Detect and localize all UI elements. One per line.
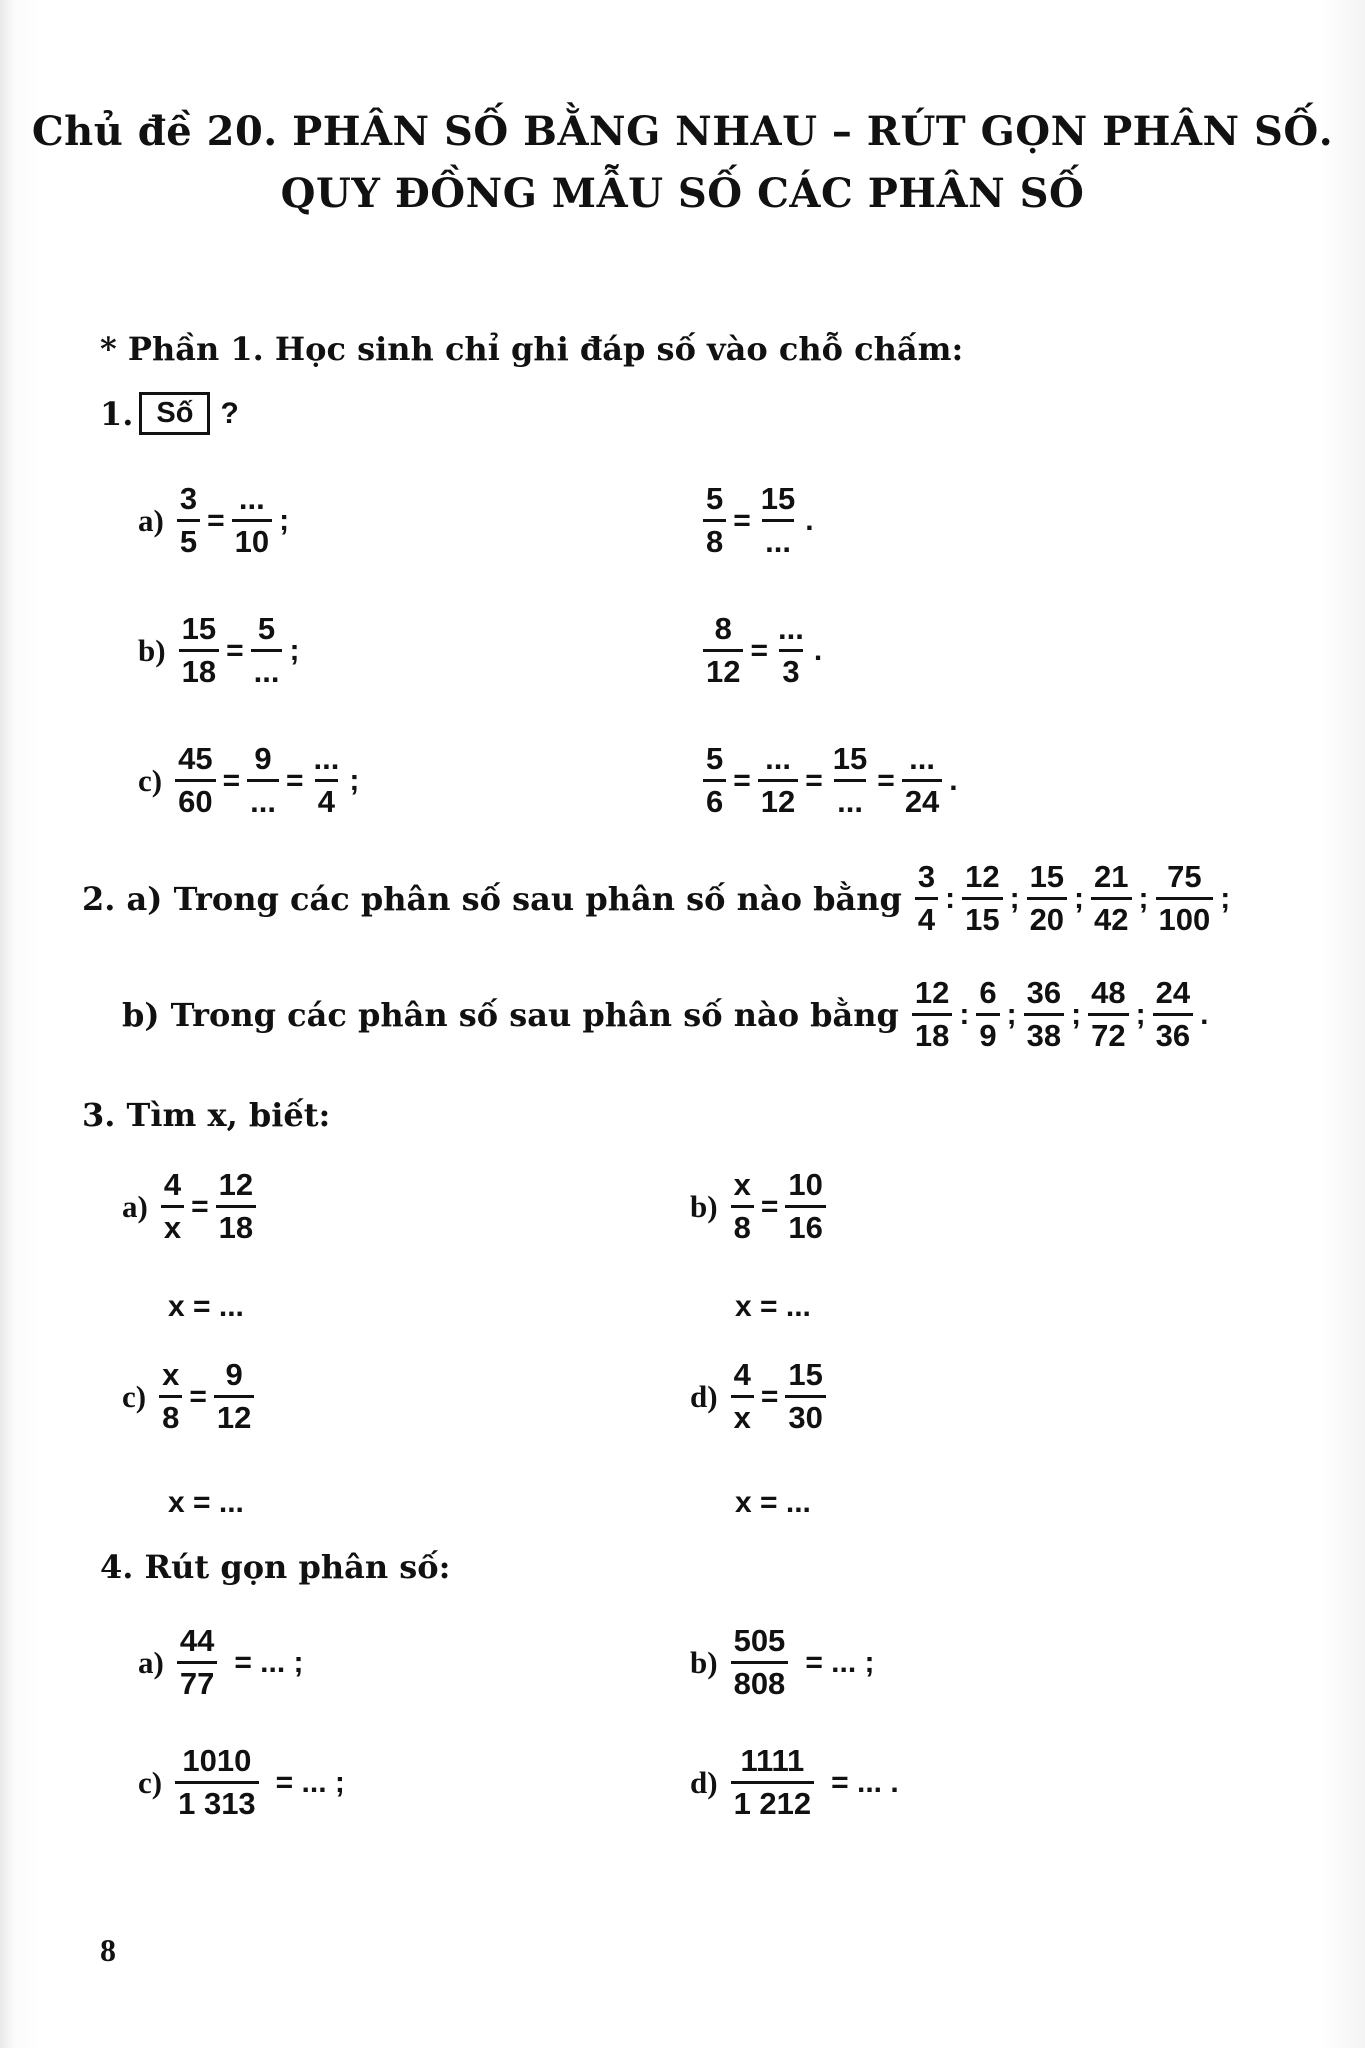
q2-a-row xyxy=(82,860,1234,937)
denominator: x xyxy=(161,1205,184,1245)
fraction xyxy=(731,1358,754,1435)
q3-a-answer: x = ... xyxy=(168,1290,244,1323)
denominator: 808 xyxy=(731,1661,789,1701)
q1-a-label: a) xyxy=(138,502,164,538)
math-operator: = xyxy=(733,503,751,537)
math-operator: = xyxy=(285,763,304,797)
q3-b-label: b) xyxy=(690,1188,718,1224)
denominator: 18 xyxy=(912,1013,952,1053)
denominator: 5 xyxy=(177,519,200,559)
denominator: ... xyxy=(251,649,283,689)
q4-a xyxy=(138,1624,304,1701)
numerator: 15 xyxy=(832,741,868,776)
math-operator: . xyxy=(813,633,823,667)
q1-c-right xyxy=(700,742,962,819)
q2-b-text: b) Trong các phân số sau phân số nào bằng xyxy=(122,995,899,1034)
math-operator: ; xyxy=(279,503,290,537)
q3-d-label: d) xyxy=(690,1378,718,1414)
q4-d-label: d) xyxy=(690,1764,718,1800)
q3-d xyxy=(690,1358,829,1435)
fraction xyxy=(1088,976,1128,1053)
numerator: 15 xyxy=(788,1357,823,1392)
q2-b-row xyxy=(122,976,1212,1053)
q1-heading xyxy=(100,392,239,435)
numerator: 12 xyxy=(218,1167,254,1202)
denominator: 15 xyxy=(962,897,1002,937)
denominator: ... xyxy=(834,779,866,819)
denominator: 1 313 xyxy=(175,1781,259,1821)
numerator: 75 xyxy=(1167,859,1202,894)
q1-c-label: c) xyxy=(138,762,163,798)
numerator: 1111 xyxy=(740,1743,805,1778)
numerator: 4 xyxy=(733,1357,751,1392)
math-operator: ; xyxy=(1071,997,1082,1031)
math-operator: = xyxy=(750,633,769,667)
math-operator: . xyxy=(949,763,958,797)
numerator: 10 xyxy=(788,1167,823,1202)
numerator: x xyxy=(733,1167,751,1202)
denominator: 3 xyxy=(779,649,802,689)
numerator: 24 xyxy=(1155,975,1191,1010)
q1-b-label: b) xyxy=(138,632,166,668)
math-operator: : xyxy=(945,881,956,915)
numerator: 15 xyxy=(1029,859,1065,894)
denominator: 20 xyxy=(1027,897,1067,937)
math-operator: ; xyxy=(289,633,300,667)
math-operator: ; xyxy=(1220,881,1231,915)
math-operator: ; xyxy=(1138,881,1149,915)
q4-d-tail: = ... . xyxy=(831,1765,899,1799)
denominator: 12 xyxy=(758,779,798,819)
numerator: 45 xyxy=(178,741,213,776)
numerator: 9 xyxy=(225,1357,243,1392)
numerator: 5 xyxy=(257,611,276,646)
math-operator: = xyxy=(191,1189,209,1223)
math-operator: : xyxy=(959,997,970,1031)
numerator: 9 xyxy=(254,741,272,776)
fraction xyxy=(310,742,342,819)
math-operator: ; xyxy=(349,763,360,797)
fraction xyxy=(731,1624,789,1701)
denominator: 1 212 xyxy=(731,1781,815,1821)
numerator: 4 xyxy=(163,1167,182,1202)
q4-a-tail: = ... ; xyxy=(234,1645,304,1679)
q4-b xyxy=(690,1624,875,1701)
numerator: 48 xyxy=(1091,975,1126,1010)
q3-a-label: a) xyxy=(122,1188,148,1224)
fraction xyxy=(758,742,798,819)
q1-c-left xyxy=(138,742,363,819)
fraction xyxy=(976,976,999,1053)
math-operator: ; xyxy=(1006,997,1017,1031)
fraction xyxy=(912,976,952,1053)
fraction xyxy=(703,482,726,559)
math-operator: = xyxy=(207,503,225,537)
numerator: 5 xyxy=(706,481,724,516)
fraction xyxy=(703,612,743,689)
fraction xyxy=(1153,976,1193,1053)
denominator: ... xyxy=(762,519,794,559)
fraction xyxy=(177,482,200,559)
q1-b-left xyxy=(138,612,303,689)
q1-number: 1. xyxy=(100,394,134,433)
q4-c xyxy=(138,1744,345,1821)
denominator: 36 xyxy=(1153,1013,1193,1053)
numerator: ... xyxy=(313,741,340,776)
numerator: 8 xyxy=(714,611,732,646)
fraction xyxy=(1024,976,1064,1053)
q1-b-right xyxy=(700,612,826,689)
numerator: ... xyxy=(238,481,265,516)
title-line-2: QUY ĐỒNG MẪU SỐ CÁC PHÂN SỐ xyxy=(280,170,1085,217)
q3-c xyxy=(122,1358,257,1435)
denominator: 9 xyxy=(976,1013,999,1053)
numerator: 44 xyxy=(179,1623,215,1658)
math-operator: ; xyxy=(1135,997,1146,1031)
q1-box-label: Số xyxy=(139,392,210,435)
q3-d-answer: x = ... xyxy=(735,1486,811,1519)
numerator: 36 xyxy=(1026,975,1062,1010)
numerator: 15 xyxy=(181,611,217,646)
fraction xyxy=(251,612,283,689)
denominator: 77 xyxy=(177,1661,217,1701)
numerator: 12 xyxy=(914,975,950,1010)
math-operator: . xyxy=(1200,997,1209,1031)
fraction xyxy=(1091,860,1131,937)
fraction xyxy=(1156,860,1214,937)
math-operator: = xyxy=(877,763,895,797)
fraction xyxy=(161,1168,184,1245)
fraction xyxy=(731,1168,754,1245)
math-operator: = xyxy=(189,1379,207,1413)
math-operator: = xyxy=(226,633,244,667)
numerator: 5 xyxy=(706,741,724,776)
fraction xyxy=(962,860,1002,937)
fraction xyxy=(785,1168,825,1245)
numerator: 15 xyxy=(760,481,796,516)
denominator: x xyxy=(731,1395,754,1435)
fraction xyxy=(731,1744,815,1821)
fraction xyxy=(232,482,272,559)
denominator: 38 xyxy=(1024,1013,1064,1053)
math-operator: = xyxy=(733,763,751,797)
denominator: 16 xyxy=(785,1205,825,1245)
denominator: 4 xyxy=(915,897,938,937)
math-operator: = xyxy=(760,1379,779,1413)
q2-a-text: 2. a) Trong các phân số sau phân số nào bằng xyxy=(82,879,902,918)
denominator: 8 xyxy=(703,519,726,559)
numerator: 3 xyxy=(179,481,198,516)
denominator: 30 xyxy=(785,1395,825,1435)
fraction xyxy=(1027,860,1067,937)
denominator: 8 xyxy=(159,1395,182,1435)
q1-question-mark: ? xyxy=(220,396,239,430)
q1-a-left xyxy=(138,482,293,559)
denominator: ... xyxy=(247,779,279,819)
q3-b xyxy=(690,1168,829,1245)
fraction xyxy=(703,742,726,819)
denominator: 12 xyxy=(214,1395,254,1435)
numerator: 12 xyxy=(965,859,1000,894)
fraction xyxy=(785,1358,825,1435)
denominator: 42 xyxy=(1091,897,1131,937)
numerator: 3 xyxy=(917,859,936,894)
fraction xyxy=(915,860,938,937)
denominator: 18 xyxy=(179,649,219,689)
denominator: 60 xyxy=(175,779,215,819)
math-operator: = xyxy=(760,1189,779,1223)
denominator: 8 xyxy=(731,1205,754,1245)
fraction xyxy=(775,612,807,689)
q4-b-label: b) xyxy=(690,1644,718,1680)
fraction xyxy=(179,612,219,689)
numerator: 505 xyxy=(733,1623,786,1658)
q4-b-tail: = ... ; xyxy=(805,1645,875,1679)
fraction xyxy=(216,1168,256,1245)
q4-title: 4. Rút gọn phân số: xyxy=(100,1548,451,1586)
q3-a xyxy=(122,1168,259,1245)
fraction xyxy=(758,482,798,559)
math-operator: = xyxy=(805,763,823,797)
numerator: ... xyxy=(778,611,804,646)
q4-c-tail: = ... ; xyxy=(275,1765,345,1799)
math-operator: . xyxy=(805,503,814,537)
numerator: 21 xyxy=(1094,859,1129,894)
denominator: 24 xyxy=(902,779,942,819)
math-operator: ; xyxy=(1074,881,1085,915)
fraction xyxy=(247,742,279,819)
math-operator: ; xyxy=(1009,881,1020,915)
numerator: ... xyxy=(909,741,935,776)
q1-a-right xyxy=(700,482,818,559)
fraction xyxy=(175,1744,259,1821)
q3-title: 3. Tìm x, biết: xyxy=(82,1096,331,1134)
fraction xyxy=(175,742,215,819)
q4-c-label: c) xyxy=(138,1764,163,1800)
fraction xyxy=(159,1358,182,1435)
q4-a-label: a) xyxy=(138,1644,164,1680)
math-operator: = xyxy=(222,763,241,797)
denominator: 18 xyxy=(216,1205,256,1245)
page-number: 8 xyxy=(100,1932,116,1968)
fraction xyxy=(902,742,942,819)
numerator: 6 xyxy=(979,975,997,1010)
q3-c-answer: x = ... xyxy=(168,1486,244,1519)
numerator: x xyxy=(162,1357,180,1392)
numerator: ... xyxy=(765,741,791,776)
fraction xyxy=(830,742,870,819)
title-line-1: Chủ đề 20. PHÂN SỐ BẰNG NHAU – RÚT GỌN PHÂN SỐ. xyxy=(31,108,1334,155)
fraction xyxy=(177,1624,217,1701)
q3-c-label: c) xyxy=(122,1378,147,1414)
fraction xyxy=(214,1358,254,1435)
denominator: 100 xyxy=(1156,897,1214,937)
denominator: 10 xyxy=(232,519,272,559)
denominator: 4 xyxy=(315,779,338,819)
q3-b-answer: x = ... xyxy=(735,1290,811,1323)
denominator: 72 xyxy=(1088,1013,1128,1053)
section-heading: * Phần 1. Học sinh chỉ ghi đáp số vào chỗ chấm: xyxy=(100,330,964,368)
q4-d xyxy=(690,1744,899,1821)
numerator: 1010 xyxy=(182,1743,252,1778)
denominator: 6 xyxy=(703,779,726,819)
denominator: 12 xyxy=(703,649,743,689)
